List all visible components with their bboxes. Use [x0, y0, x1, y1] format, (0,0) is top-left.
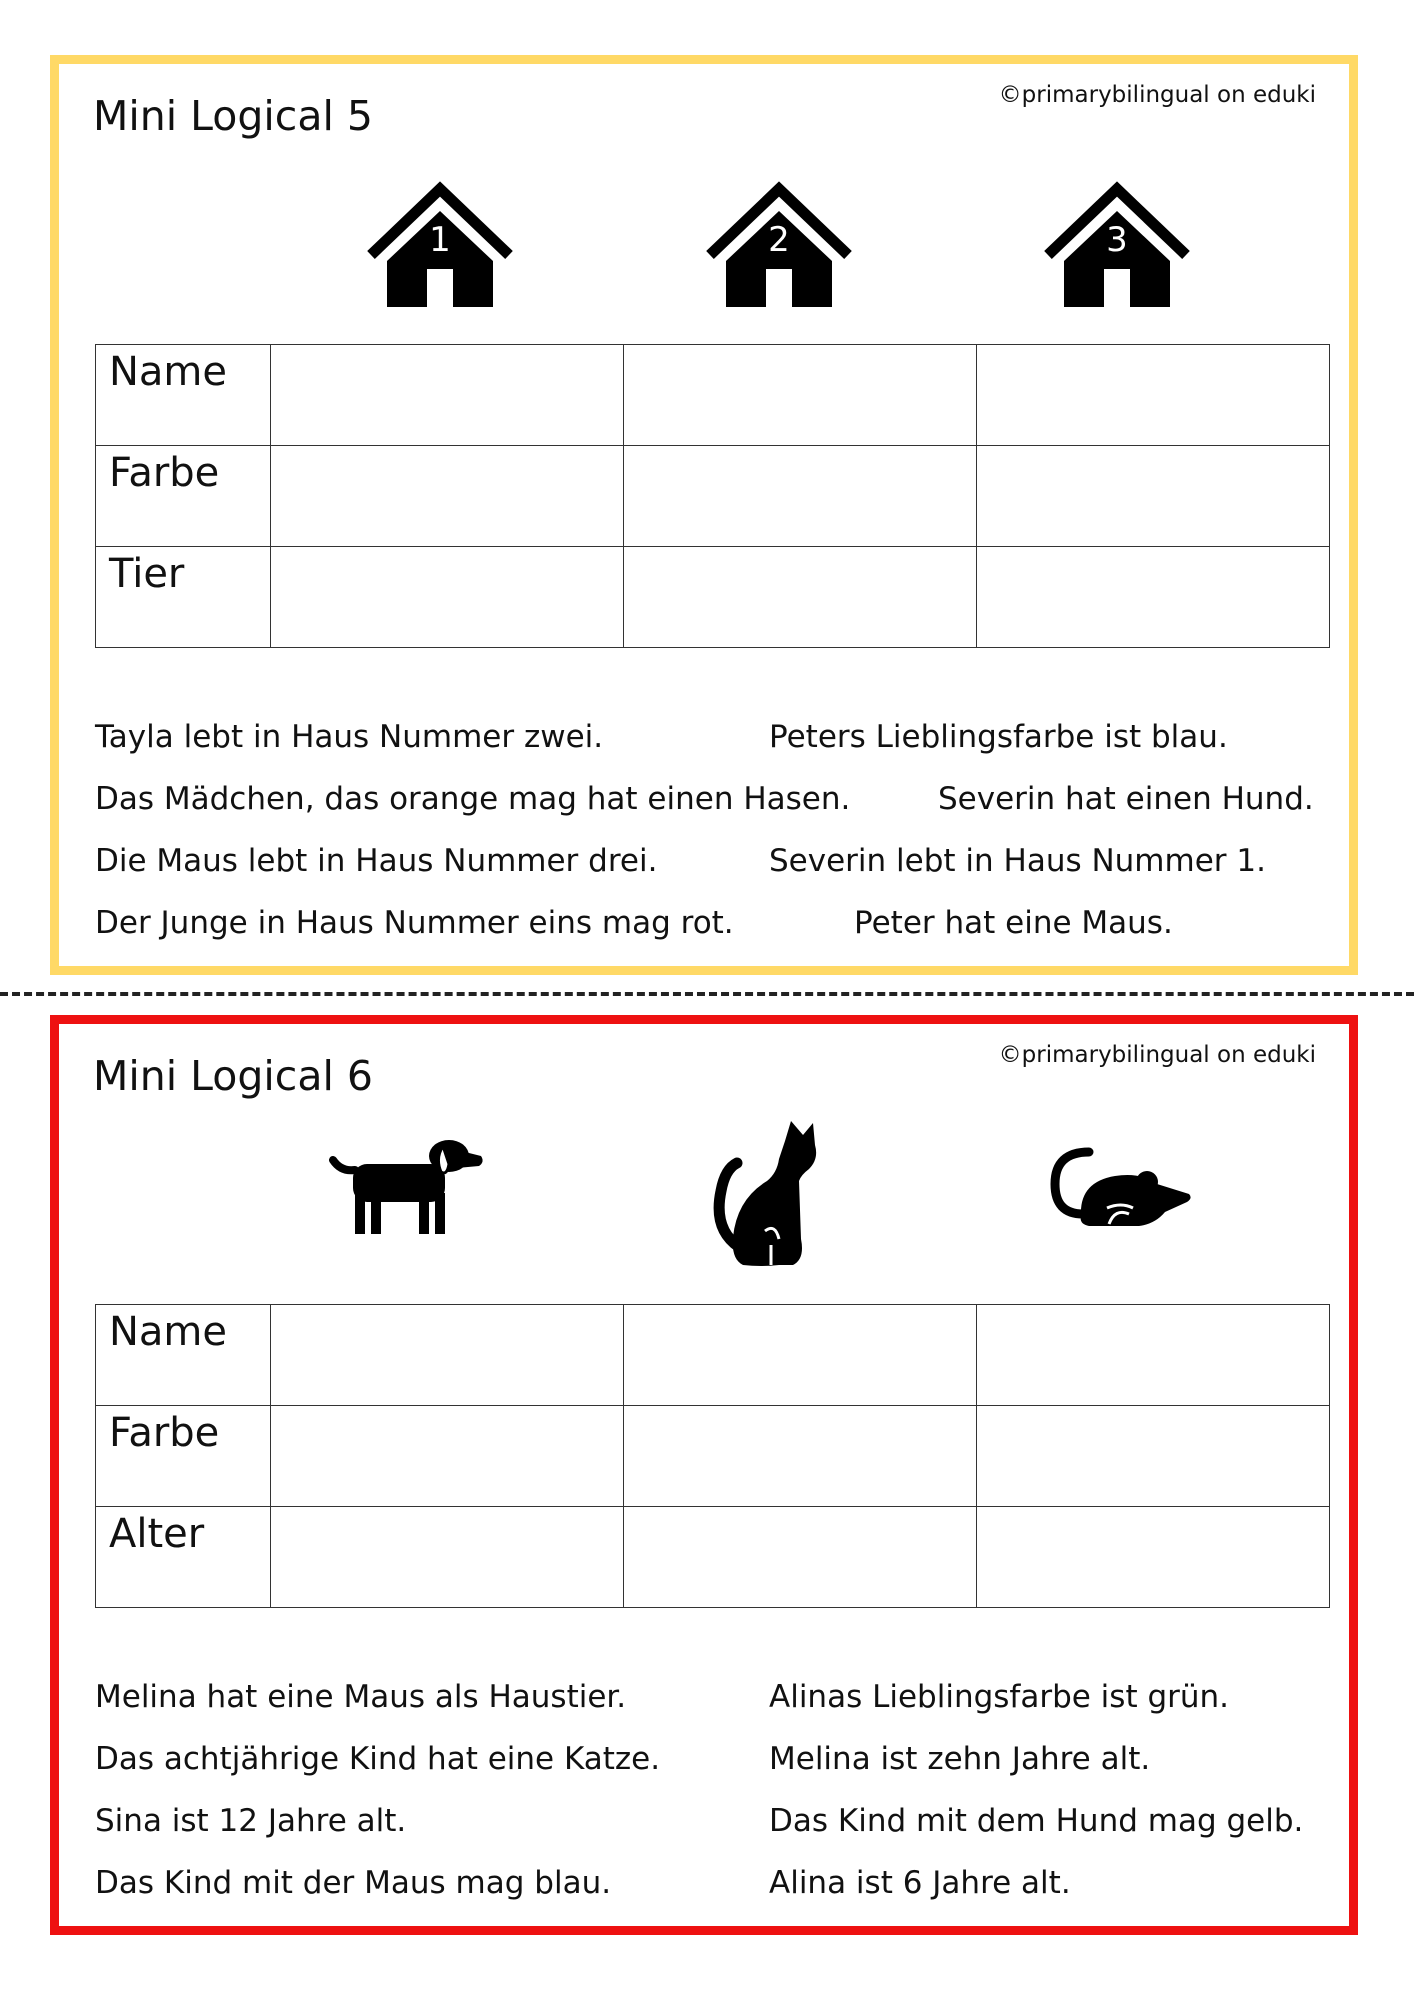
- dog-icon: [329, 1138, 489, 1238]
- answer-cell[interactable]: [271, 1406, 624, 1507]
- answer-cell[interactable]: [271, 1305, 624, 1406]
- clue-text: Das Kind mit dem Hund mag gelb.: [769, 1803, 1304, 1839]
- row-label: Name: [96, 1305, 271, 1406]
- clue-text: Melina ist zehn Jahre alt.: [769, 1741, 1151, 1777]
- copyright-note: ©primarybilingual on eduki: [998, 82, 1316, 108]
- clue-text: Das achtjährige Kind hat eine Katze.: [95, 1741, 661, 1777]
- house-number: 2: [768, 220, 790, 260]
- puzzle-card-6: [50, 1015, 1358, 1935]
- answer-cell[interactable]: [624, 1305, 977, 1406]
- clue-text: Die Maus lebt in Haus Nummer drei.: [95, 843, 658, 879]
- row-label: Farbe: [96, 446, 271, 547]
- house-icon: [704, 181, 854, 307]
- answer-cell[interactable]: [271, 446, 624, 547]
- table-row: [96, 1305, 1330, 1406]
- house-icon: [1042, 181, 1192, 307]
- puzzle-card-5: [50, 55, 1358, 975]
- clue-text: Sina ist 12 Jahre alt.: [95, 1803, 407, 1839]
- answer-cell[interactable]: [624, 547, 977, 648]
- answer-cell[interactable]: [271, 1507, 624, 1608]
- answer-cell[interactable]: [624, 446, 977, 547]
- row-label: Tier: [96, 547, 271, 648]
- table-row: [96, 1406, 1330, 1507]
- copyright-note: ©primarybilingual on eduki: [998, 1042, 1316, 1068]
- logic-grid: [95, 1304, 1330, 1608]
- row-label: Alter: [96, 1507, 271, 1608]
- answer-cell[interactable]: [977, 1305, 1330, 1406]
- clue-text: Peter hat eine Maus.: [854, 905, 1173, 941]
- answer-cell[interactable]: [977, 1507, 1330, 1608]
- table-row: [96, 345, 1330, 446]
- table-row: [96, 446, 1330, 547]
- house-number: 3: [1106, 220, 1128, 260]
- answer-cell[interactable]: [271, 345, 624, 446]
- answer-cell[interactable]: [624, 345, 977, 446]
- answer-cell[interactable]: [624, 1507, 977, 1608]
- cat-icon: [709, 1119, 829, 1269]
- table-row: [96, 547, 1330, 648]
- clue-text: Severin lebt in Haus Nummer 1.: [769, 843, 1266, 879]
- clue-text: Melina hat eine Maus als Haustier.: [95, 1679, 627, 1715]
- answer-cell[interactable]: [977, 345, 1330, 446]
- answer-cell[interactable]: [977, 446, 1330, 547]
- answer-cell[interactable]: [271, 547, 624, 648]
- clue-text: Peters Lieblingsfarbe ist blau.: [769, 719, 1228, 755]
- answer-cell[interactable]: [977, 1406, 1330, 1507]
- clue-text: Der Junge in Haus Nummer eins mag rot.: [95, 905, 734, 941]
- clue-text: Das Kind mit der Maus mag blau.: [95, 1865, 612, 1901]
- cut-line-divider: [0, 992, 1414, 996]
- table-row: [96, 1507, 1330, 1608]
- house-icon: [365, 181, 515, 307]
- clue-text: Alina ist 6 Jahre alt.: [769, 1865, 1071, 1901]
- row-label: Name: [96, 345, 271, 446]
- clue-text: Alinas Lieblingsfarbe ist grün.: [769, 1679, 1230, 1715]
- clue-text: Tayla lebt in Haus Nummer zwei.: [95, 719, 604, 755]
- row-label: Farbe: [96, 1406, 271, 1507]
- answer-cell[interactable]: [624, 1406, 977, 1507]
- puzzle-title: Mini Logical 6: [93, 1052, 373, 1100]
- mouse-icon: [1049, 1144, 1199, 1234]
- clue-text: Das Mädchen, das orange mag hat einen Hasen.: [95, 781, 851, 817]
- answer-cell[interactable]: [977, 547, 1330, 648]
- logic-grid: [95, 344, 1330, 648]
- house-number: 1: [429, 220, 451, 260]
- clue-text: Severin hat einen Hund.: [938, 781, 1314, 817]
- puzzle-title: Mini Logical 5: [93, 92, 373, 140]
